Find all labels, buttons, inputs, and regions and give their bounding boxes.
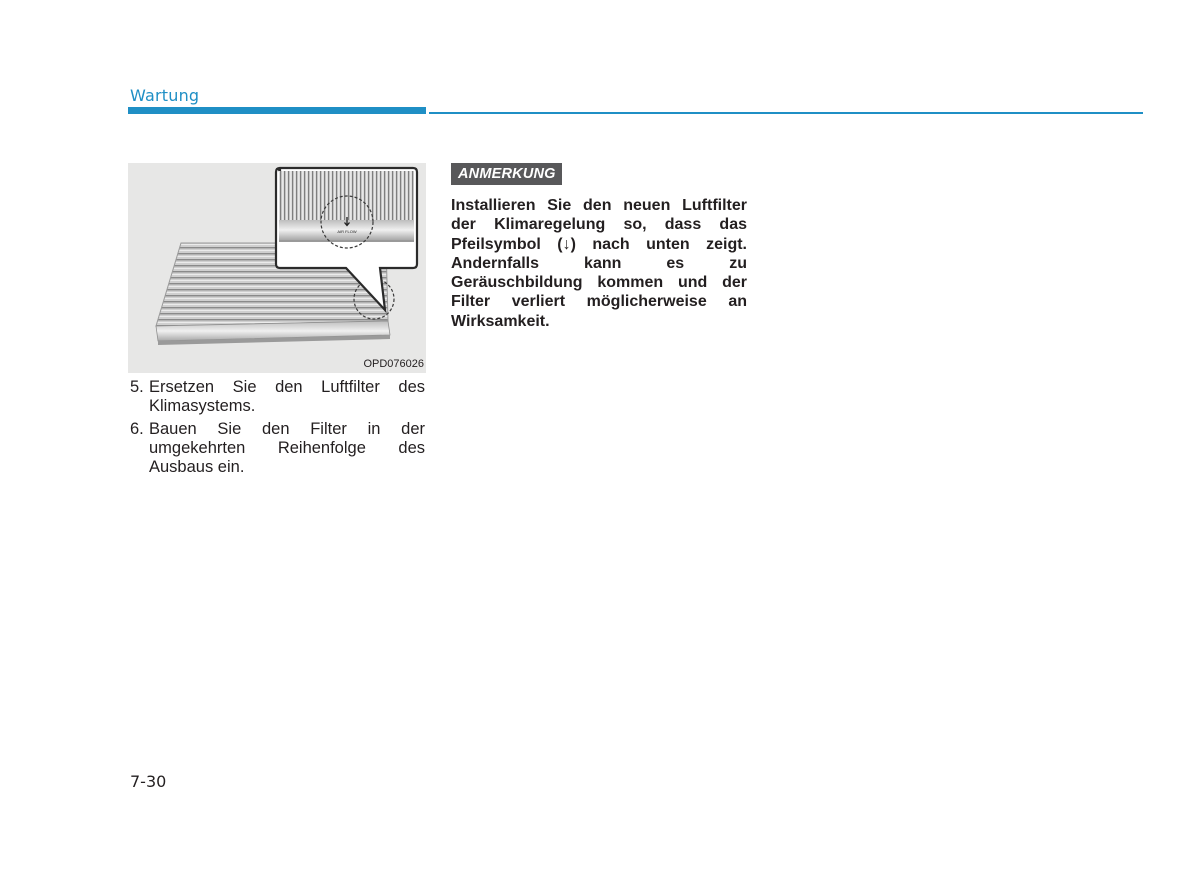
figure-code: OPD076026 — [363, 358, 424, 370]
note-text: Installieren Sie den neuen Luftfilter der Klimaregelung so, dass das Pfeilsymbol (↓) nach unten zeigt. Andernfalls kann es zu Geräuschbildung kommen und der Filter verliert möglicherweise an Wirksamkeit. — [451, 197, 747, 330]
figure-air-filter — [128, 163, 426, 373]
note-badge: ANMERKUNG — [451, 163, 562, 185]
list-item — [130, 378, 425, 416]
air-flow-label: AIR FLOW — [337, 229, 357, 234]
header-rule-thick — [128, 107, 426, 114]
list-item — [130, 420, 425, 477]
step-text: Bauen Sie den Filter in der umgekehrten Reihenfolge des Ausbaus ein. — [149, 420, 425, 476]
header-rule-thin — [429, 112, 1143, 114]
section-title: Wartung — [130, 86, 200, 105]
page-number: 7-30 — [130, 772, 167, 791]
step-number: 6. — [130, 420, 144, 438]
step-text: Ersetzen Sie den Luftfilter des Klimasystems. — [149, 378, 425, 415]
step-list — [130, 378, 425, 481]
step-number: 5. — [130, 378, 144, 396]
air-filter-illustration — [128, 163, 426, 373]
